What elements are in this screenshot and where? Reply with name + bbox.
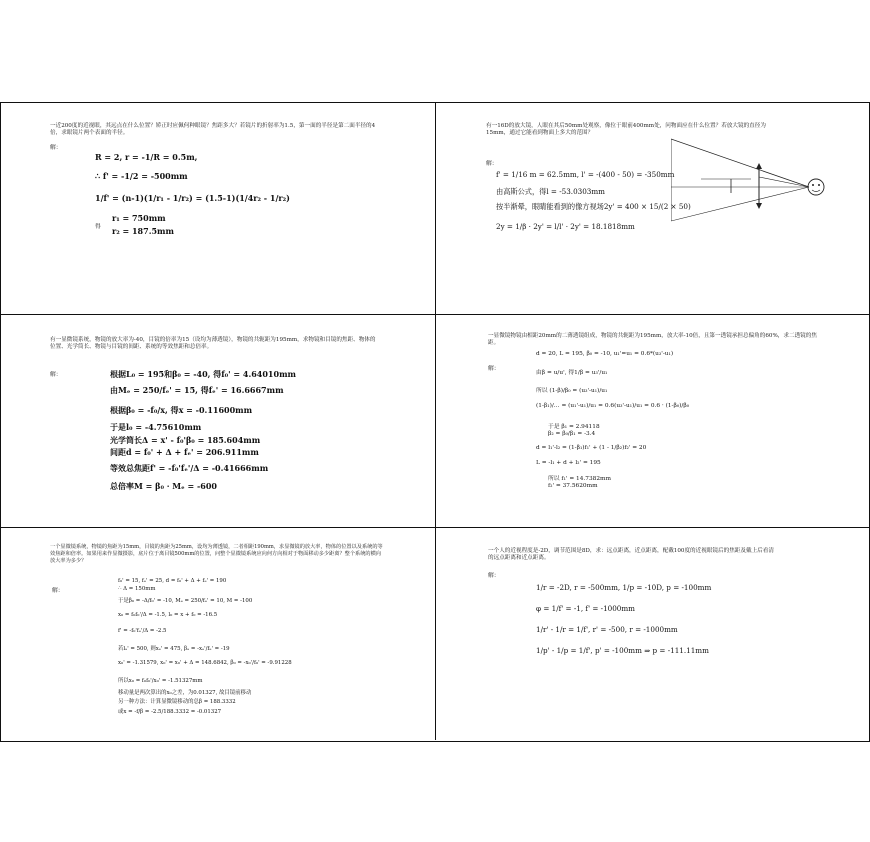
equation-7: 等效总焦距f' = -f₀'fₑ'/Δ = -0.41666mm bbox=[110, 463, 269, 473]
equation-1: 根据L₀ = 195和β₀ = -40, 得f₀' = 4.64010mm bbox=[110, 369, 296, 379]
equation-3: 1/r' - 1/r = 1/f', r' = -500, r = -1000mm bbox=[536, 625, 678, 634]
equation-10: 另一种方法：计算显微镜移动的总β = 188.3332 bbox=[118, 699, 236, 705]
panel-myopia-lens bbox=[0, 103, 434, 313]
equation-2: φ = 1/f' = -1, f' = -1000mm bbox=[536, 604, 635, 613]
equation-2: 由Mₑ = 250/fₑ' = 15, 得fₑ' = 16.6667mm bbox=[110, 385, 284, 395]
solution-label: 解： bbox=[488, 366, 500, 372]
eye-icon bbox=[808, 179, 824, 195]
panel-nearsighted-range bbox=[436, 528, 869, 739]
equation-4: 于是l₀ = -4.75610mm bbox=[110, 422, 202, 432]
equation-1: R = 2, r = -1/R = 0.5m, bbox=[95, 152, 198, 162]
equation-5: f' = -f₀'fₑ'/Δ = -2.5 bbox=[118, 628, 167, 634]
equation-4: x₀ = f₀f₀'/Δ = -1.5, l₀ = x + f₀ = -16.5 bbox=[118, 612, 218, 618]
equation-3: 所以 (1-β)/β₀ = (u₃'-u₁)/u₁ bbox=[536, 388, 608, 394]
equation-8: 所以x₀ = f₀f₀'/x₀' = -1.51327mm bbox=[118, 678, 203, 684]
result-r1: r₁ = 750mm bbox=[112, 213, 166, 223]
equation-1: f' = 1/16 m = 62.5mm, l' = -(400 - 50) = -350mm bbox=[496, 170, 675, 179]
equation-11: 或x = -f/β = -2.5/188.3332 = -0.01327 bbox=[118, 709, 222, 715]
question-text: 一个显微镜系统，物镜的焦距为15mm，目镜的焦距为25mm，设均为薄透镜，二者相距190mm，求显微镜的放大率，物体的位置以及系统的等效焦距和倍率。如果用来作显微摄影，底片位于离目镜500mm的位置，问整个显微镜系统应向何方向相对于物面移动多少距离？整个系统的横向放大率为多少？ bbox=[50, 544, 383, 564]
magnifier-ray-diagram bbox=[671, 131, 841, 226]
equation-8: 总倍率M = β₀ · Mₑ = -600 bbox=[110, 481, 218, 491]
panel-magnifier bbox=[436, 103, 869, 313]
equation-2: 由高斯公式，得l = -53.0303mm bbox=[496, 187, 605, 196]
equation-3: 按半渐晕，眼睛能看到的像方视场2y' = 400 × 15/(2 × 50) bbox=[496, 202, 691, 211]
equation-4: (1-β₁)/… = (u₁'-u₁)/u₁ = 0.6(u₃'-u₁)/u₁ = 0.6 · (1-β₀)/β₀ bbox=[536, 403, 690, 409]
result-prefix: 得 bbox=[95, 224, 101, 230]
equation-10: f₂' = 37.5620mm bbox=[548, 483, 598, 489]
equation-6: 间距d = f₀' + Δ + fₑ' = 206.911mm bbox=[110, 447, 259, 457]
equation-6: β₂ = β₀/β₁ = -3.4 bbox=[548, 431, 596, 437]
equation-8: L = -l₁ + d + l₂' = 195 bbox=[536, 460, 601, 466]
equation-3: 于是β₀ = -Δ/f₀' = -10, Mₑ = 250/fₑ' = 10, M = -100 bbox=[118, 598, 253, 604]
panel-microphotography bbox=[0, 528, 434, 739]
result-r2: r₂ = 187.5mm bbox=[112, 226, 174, 236]
equation-5: 于是 β₁ = 2.94118 bbox=[548, 424, 600, 430]
equation-5: 光学筒长Δ = x' - f₀'β₀ = 185.604mm bbox=[110, 435, 261, 445]
equation-4: 2y = 1/β · 2y' = l/l' · 2y' = 18.1818mm bbox=[496, 222, 635, 231]
question-text: 一个人的近视程度是-2D，调节范围是8D，求：远点距离，近点距离，配戴100度的近视眼镜后的焦距及戴上后看清的远点距离和近点距离。 bbox=[488, 548, 774, 562]
panel-microscope-system bbox=[0, 315, 434, 526]
equation-2: ∴ f' = -1/2 = -500mm bbox=[95, 171, 188, 181]
solution-label: 解： bbox=[488, 573, 500, 579]
equation-7: d = l₁'-l₂ = (1-β₁)f₁' + (1 - 1/β₂)f₂' = 20 bbox=[536, 445, 647, 451]
equation-1: d = 20, L = 195, β₀ = -10, u₁'=u₁ = 0.6*(u₃'-u₁) bbox=[536, 351, 674, 357]
solution-label: 解： bbox=[486, 161, 498, 167]
equation-1: 1/r = -2D, r = -500mm, 1/p = -10D, p = -100mm bbox=[536, 583, 712, 592]
equation-2: 由β = u/u', 得1/β = u₃'/u₁ bbox=[536, 370, 608, 376]
equation-6: 若lₑ' = 500, 则xₑ' = 475, βₑ = -xₑ'/fₑ' = -19 bbox=[118, 646, 230, 652]
panel-objective-two-lenses bbox=[436, 315, 869, 526]
question-text: 有一显微镜系统，物镜的放大率为-40，目镜的倍率为15（设均为薄透镜），物镜的共轭距为195mm，求物镜和目镜的焦距、物体的位置、光学筒长、物镜与目镜的间距、系统的等效焦距和总倍率。 bbox=[50, 337, 376, 351]
solution-label: 解： bbox=[50, 372, 62, 378]
equation-3: 根据β₀ = -f₀/x, 得x = -0.11600mm bbox=[110, 405, 253, 415]
equation-1: f₀' = 15, fₑ' = 25, d = f₀' + Δ + fₑ' = 190 bbox=[118, 578, 227, 584]
equation-2: ∴ Δ = 150mm bbox=[118, 586, 156, 592]
question-text: 一显微镜物镜由相距20mm的二薄透镜组成，物镜的共轭距为195mm，放大率-10倍，且第一透镜承担总偏角的60%，求二透镜的焦距。 bbox=[488, 333, 817, 347]
question-text: 有一16D的放大镜，人眼在其后50mm处观察，像位于眼前400mm处，问物面应在什么位置？若放大镜的直径为15mm，通过它能看到物面上多大的范围？ bbox=[486, 123, 766, 137]
solution-label: 解： bbox=[50, 145, 62, 151]
equation-9: 所以 f₁' = 14.7382mm bbox=[548, 476, 612, 482]
equation-9: 移动量是两次算出的x₀之差，为0.01327, 故目镜前移动 bbox=[118, 690, 252, 696]
solution-label: 解： bbox=[52, 588, 64, 594]
equation-3: 1/f' = (n-1)(1/r₁ - 1/r₂) = (1.5-1)(1/4r₂ - 1/r₂) bbox=[95, 193, 290, 203]
equation-4: 1/p' - 1/p = 1/f', p' = -100mm ⇒ p = -111.11mm bbox=[536, 646, 709, 655]
equation-7: x₀' = -1.31579, x₀' = x₀' + Δ = 148.6842, β₀ = -x₀'/f₀' = -9.91228 bbox=[118, 660, 292, 666]
question-text: 一近200度的近视眼，其远点在什么位置？矫正时应佩何种眼镜？焦距多大？若镜片的折射率为1.5，第一面的半径是第二面半径的4倍，求眼镜片两个表面的半径。 bbox=[50, 123, 376, 137]
